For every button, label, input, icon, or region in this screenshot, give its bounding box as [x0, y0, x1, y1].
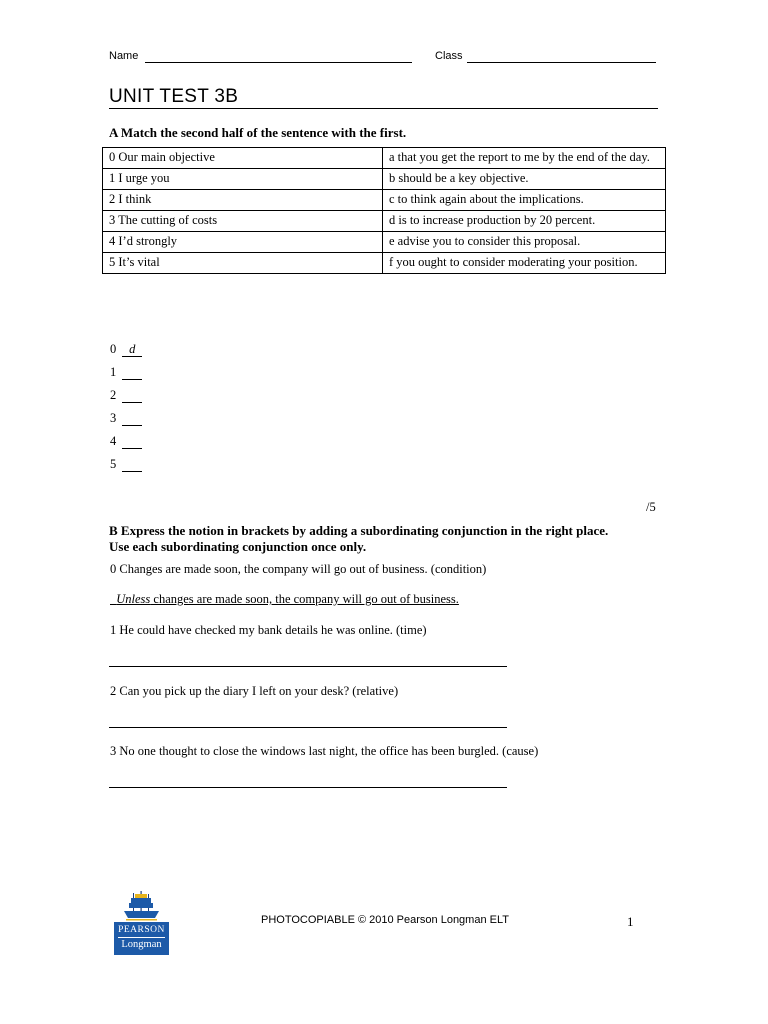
answer-number: 1 — [110, 365, 117, 379]
answer-row — [110, 411, 142, 426]
table-cell: e advise you to consider this proposal. — [383, 232, 666, 253]
answer-row — [110, 457, 142, 472]
table-cell: 5 It’s vital — [103, 253, 383, 274]
example-answer-rest: changes are made soon, the company will go out of business. — [150, 592, 459, 606]
section-a-score: /5 — [646, 500, 656, 514]
name-label: Name — [109, 50, 139, 62]
table-row — [103, 169, 666, 190]
table-cell: b should be a key objective. — [383, 169, 666, 190]
ship-icon — [114, 889, 169, 921]
answer-number: 5 — [110, 457, 117, 471]
answer-row — [110, 342, 142, 357]
answer-row — [110, 365, 142, 380]
answer-line-3[interactable] — [109, 787, 507, 788]
example-answer-conjunction: Unless — [116, 592, 151, 606]
table-cell: a that you get the report to me by the end of the day. — [383, 148, 666, 169]
answer-example-value: d — [122, 343, 142, 357]
answer-number: 3 — [110, 411, 117, 425]
question-1: 1 He could have checked my bank details he was online. (time) — [110, 623, 427, 637]
table-row — [103, 253, 666, 274]
copyright-notice: PHOTOCOPIABLE © 2010 Pearson Longman ELT — [261, 914, 509, 926]
page-number: 1 — [627, 914, 634, 929]
table-cell: 4 I’d strongly — [103, 232, 383, 253]
table-cell: f you ought to consider moderating your position. — [383, 253, 666, 274]
section-b-heading: B Express the notion in brackets by adding a subordinating conjunction in the right place. Use each subordinating conjunction once only. — [109, 523, 609, 554]
example-question: 0 Changes are made soon, the company will go out of business. (condition) — [110, 562, 487, 576]
logo-top-text: PEARSON — [118, 925, 165, 935]
answer-blank[interactable] — [122, 414, 142, 426]
table-row — [103, 232, 666, 253]
question-3: 3 No one thought to close the windows last night, the office has been burgled. (cause) — [110, 744, 539, 758]
logo-badge — [114, 922, 169, 955]
table-cell: c to think again about the implications. — [383, 190, 666, 211]
logo-bottom-text: Longman — [121, 939, 162, 950]
table-cell: d is to increase production by 20 percent. — [383, 211, 666, 232]
class-label: Class — [435, 50, 463, 62]
question-2: 2 Can you pick up the diary I left on your desk? (relative) — [110, 684, 399, 698]
answer-blank[interactable] — [122, 437, 142, 449]
answer-number: 4 — [110, 434, 117, 448]
table-cell: 3 The cutting of costs — [103, 211, 383, 232]
class-line — [467, 62, 656, 63]
answer-row — [110, 434, 142, 449]
table-row — [103, 211, 666, 232]
answer-number: 2 — [110, 388, 117, 402]
answer-blank[interactable] — [122, 391, 142, 403]
answer-blank[interactable] — [122, 368, 142, 380]
answer-blank[interactable] — [122, 460, 142, 472]
pearson-longman-logo — [114, 889, 169, 955]
answer-line-2[interactable] — [109, 727, 507, 728]
title-rule — [109, 108, 658, 109]
answer-line-1[interactable] — [109, 666, 507, 667]
example-answer — [110, 592, 459, 607]
table-cell: 0 Our main objective — [103, 148, 383, 169]
table-cell: 1 I urge you — [103, 169, 383, 190]
table-row — [103, 148, 666, 169]
table-row — [103, 190, 666, 211]
matching-table — [102, 147, 666, 274]
page-title: UNIT TEST 3B — [109, 86, 239, 107]
answer-number: 0 — [110, 342, 117, 356]
table-cell: 2 I think — [103, 190, 383, 211]
answer-row — [110, 388, 142, 403]
name-line — [145, 62, 412, 63]
section-a-heading: A Match the second half of the sentence with the first. — [109, 125, 407, 140]
